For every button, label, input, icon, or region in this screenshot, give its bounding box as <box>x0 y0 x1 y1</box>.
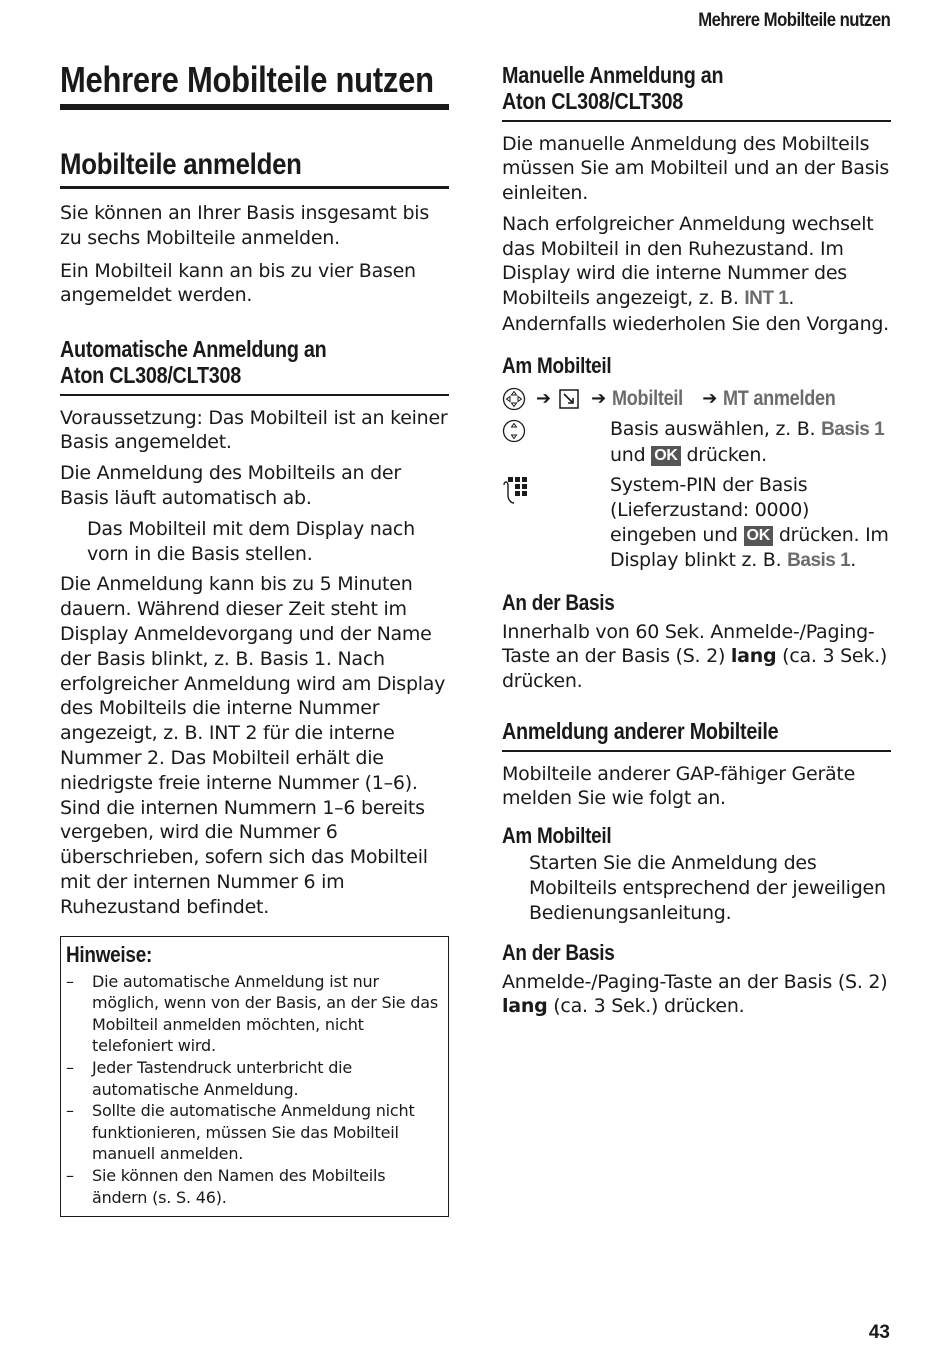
note-item: – Sollte die automatische Anmeldung nicht funktionieren, müssen Sie das Mobilteil manuell anmelden. <box>66 1101 415 1164</box>
display-text-basis1: Basis 1 <box>821 418 885 440</box>
display-text-basis1: Basis 1 <box>787 549 851 571</box>
other-heading-rule <box>502 750 891 752</box>
auto-paragraph-1: Voraussetzung: Das Mobilteil ist an keiner Basis angemeldet. <box>60 406 448 454</box>
step-select-basis: Basis auswählen, z. B. Basis 1 und OK drücken. <box>502 417 891 468</box>
page-title: Mehrere Mobilteile nutzen <box>60 59 434 100</box>
manual-heading-rule <box>502 120 891 122</box>
keypad-icon <box>502 475 530 505</box>
other-paragraph-1: Mobilteile anderer GAP-fähiger Geräte melden Sie wie folgt an. <box>502 762 856 810</box>
note-item: – Jeder Tastendruck unterbricht die automatische Anmeldung. <box>66 1058 353 1099</box>
page-number: 43 <box>868 1322 890 1343</box>
other-basis-paragraph: Anmelde-/Paging-Taste an der Basis (S. 2) lang (ca. 3 Sek.) drücken. <box>502 970 888 1018</box>
arrow-right-icon: ➔ <box>591 388 607 410</box>
auto-heading-block <box>60 336 449 396</box>
notes-list <box>66 971 440 1209</box>
display-text-int1: INT 1 <box>744 288 789 310</box>
menu-item-mt-anmelden: MT anmelden <box>723 386 836 410</box>
section-rule <box>60 186 449 189</box>
ok-key-label: OK <box>744 526 774 546</box>
auto-title-line1: Automatische Anmeldung an <box>60 336 327 363</box>
other-title: Anmeldung anderer Mobilteile <box>502 718 779 745</box>
intro-paragraph-2: Ein Mobilteil kann an bis zu vier Basen angemeldet werden. <box>60 259 416 307</box>
arrow-right-icon: ➔ <box>536 388 552 410</box>
other-am-mobilteil-heading: Am Mobilteil <box>502 823 612 849</box>
other-step: Starten Sie die Anmeldung des Mobilteils entsprechend der jeweiligen Bedienungsanleitung. <box>529 852 886 924</box>
menu-item-mobilteil: Mobilteil <box>612 386 684 410</box>
an-der-basis-heading: An der Basis <box>502 589 615 615</box>
note-item: – Sie können den Namen des Mobilteils ändern (s. S. 46). <box>66 1165 386 1207</box>
right-column <box>502 62 891 1019</box>
title-rule <box>60 104 449 110</box>
section-heading-block <box>60 148 449 189</box>
step-enter-pin: System-PIN der Basis (Lieferzustand: 0000) eingeben und OK drücken. Im Display blinkt z. B. Basis 1. <box>502 473 891 573</box>
left-column <box>60 58 449 1217</box>
manual-paragraph-2: Nach erfolgreicher Anmeldung wechselt das Mobilteil in den Ruhezustand. Im Display wird die interne Nummer des Mobilteils angezeigt, z. B. INT 1. Andernfalls wiederholen Sie den Vorgang. <box>502 212 889 336</box>
menu-key-icon <box>557 387 581 411</box>
ok-key-label: OK <box>651 446 681 466</box>
other-heading-block <box>502 718 891 752</box>
section-title: Mobilteile anmelden <box>60 148 302 181</box>
manual-title-line1: Manuelle Anmeldung an <box>502 62 724 88</box>
intro-paragraph-1: Sie können an Ihrer Basis insgesamt bis zu sechs Mobilteile anmelden. <box>60 202 429 249</box>
auto-paragraph-3: Die Anmeldung kann bis zu 5 Minuten dauern. Während dieser Zeit steht im Display Anmeldevorgang und der Name der Basis blinkt, z. B. Basis 1. Nach erfolgreicher Anmeldung wird am Display des Mobilteils die interne Nummer angezeigt, z. B. INT 2 für die interne Nummer 2. Das Mobilteil erhält die niedrigste freie interne Nummer (1–6). Sind die internen Nummern 1–6 bereits vergeben, wird die Nummer 6 überschrieben, sofern sich das Mobilteil mit der internen Nummer 6 im Ruhezustand befindet. <box>60 573 446 918</box>
auto-heading-rule <box>60 394 449 396</box>
control-key-icon <box>502 419 526 443</box>
menu-path <box>502 385 891 413</box>
other-an-der-basis-heading: An der Basis <box>502 939 615 965</box>
note-item: – Die automatische Anmeldung ist nur möglich, wenn von der Basis, an der Sie das Mobilteil anmelden möchten, nicht telefoniert wird. <box>66 971 438 1056</box>
basis-paragraph: Innerhalb von 60 Sek. Anmelde-/Paging-Taste an der Basis (S. 2) lang (ca. 3 Sek.) drücken. <box>502 620 888 693</box>
manual-title-line2: Aton CL308/CLT308 <box>502 88 684 114</box>
notes-box <box>60 936 449 1218</box>
notes-title: Hinweise: <box>66 941 152 967</box>
manual-heading-block <box>502 62 891 122</box>
control-key-icon <box>502 387 526 411</box>
auto-title-line2: Aton CL308/CLT308 <box>60 362 242 389</box>
auto-paragraph-2: Die Anmeldung des Mobilteils an der Basis läuft automatisch ab. <box>60 462 401 510</box>
running-header: Mehrere Mobilteile nutzen <box>697 10 890 31</box>
manual-paragraph-1: Die manuelle Anmeldung des Mobilteils müssen Sie am Mobilteil und an der Basis einleiten. <box>502 132 890 205</box>
arrow-right-icon: ➔ <box>702 388 718 410</box>
am-mobilteil-heading: Am Mobilteil <box>502 352 612 378</box>
auto-step: Das Mobilteil mit dem Display nach vorn in die Basis stellen. <box>87 517 415 565</box>
